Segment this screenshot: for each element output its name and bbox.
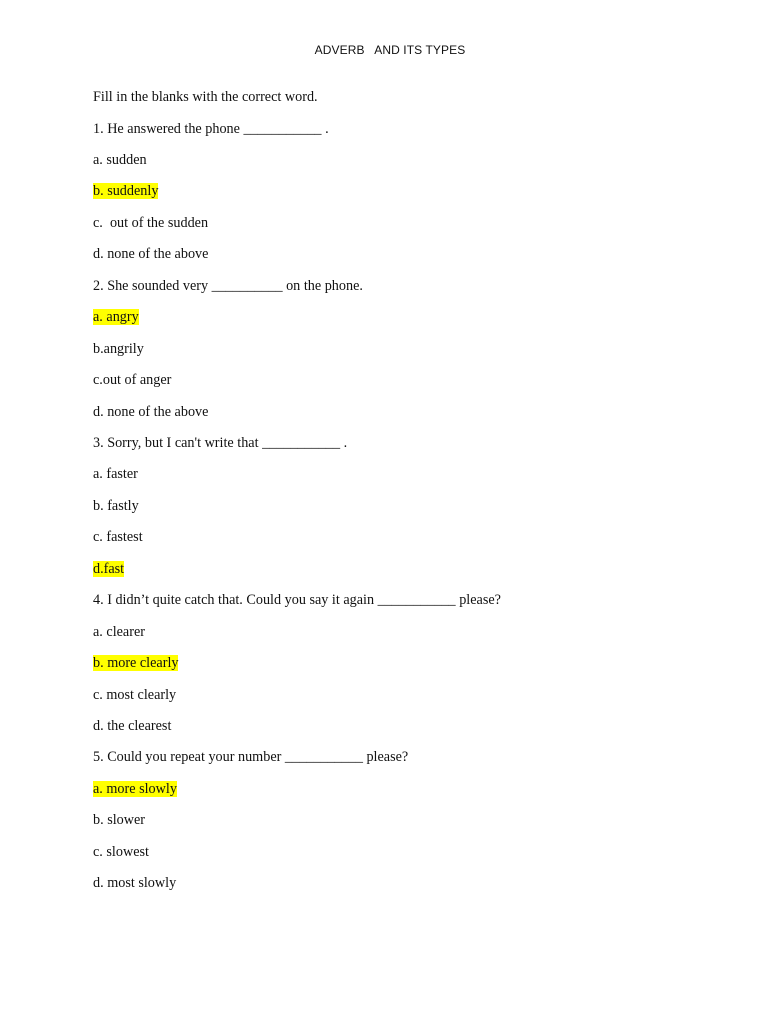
answer-option-highlighted-text: a. angry [93,309,139,326]
instruction-text [93,88,318,106]
answer-option-highlighted [93,654,178,672]
question-prompt [93,120,329,138]
answer-option-text: d. none of the above [93,403,209,420]
answer-option-highlighted [93,560,124,578]
answer-option [93,811,145,829]
question-prompt [93,591,501,609]
answer-option [93,497,139,515]
question-prompt-text: 2. She sounded very __________ on the phone. [93,277,363,294]
answer-option-highlighted-text: b. suddenly [93,183,159,200]
answer-option [93,214,208,232]
answer-option-highlighted-text: a. more slowly [93,780,177,797]
answer-option-highlighted-text: d.fast [93,560,125,577]
answer-option-text: c. fastest [93,529,143,546]
answer-option [93,245,208,263]
question-prompt-text: 1. He answered the phone ___________ . [93,120,329,137]
answer-option-highlighted [93,182,158,200]
answer-option [93,843,149,861]
answer-option-text: a. sudden [93,151,147,168]
answer-option-text: b. slower [93,812,146,829]
question-prompt [93,277,363,295]
answer-option [93,874,176,892]
answer-option [93,717,171,735]
answer-option-text: d. most slowly [93,875,177,892]
answer-option-text: c. most clearly [93,686,177,703]
answer-option-text: a. clearer [93,623,145,640]
answer-option [93,686,176,704]
answer-option [93,371,171,389]
question-prompt-text: 5. Could you repeat your number ___________ please? [93,749,409,766]
answer-option-text: a. faster [93,466,138,483]
answer-option [93,403,208,421]
question-prompt [93,434,347,452]
answer-option-text: d. none of the above [93,246,209,263]
answer-option-highlighted [93,308,139,326]
answer-option [93,340,144,358]
answer-option [93,151,147,169]
answer-option-highlighted [93,780,177,798]
answer-option-text: b. fastly [93,497,139,514]
answer-option [93,623,145,641]
answer-option-text: b.angrily [93,340,144,357]
answer-option-highlighted-text: b. more clearly [93,655,179,672]
instruction-text-text: Fill in the blanks with the correct word. [93,89,318,105]
question-prompt [93,748,408,766]
answer-option [93,528,143,546]
page-title: ADVERB AND ITS TYPES [314,43,466,57]
question-prompt-text: 3. Sorry, but I can't write that ___________ . [93,434,348,451]
answer-option-text: c. slowest [93,843,149,860]
answer-option-text: c. out of the sudden [93,214,209,231]
question-prompt-text: 4. I didn’t quite catch that. Could you say it again ___________ please? [93,592,501,609]
answer-option [93,465,138,483]
answer-option-text: c.out of anger [93,372,172,389]
answer-option-text: d. the clearest [93,718,172,734]
